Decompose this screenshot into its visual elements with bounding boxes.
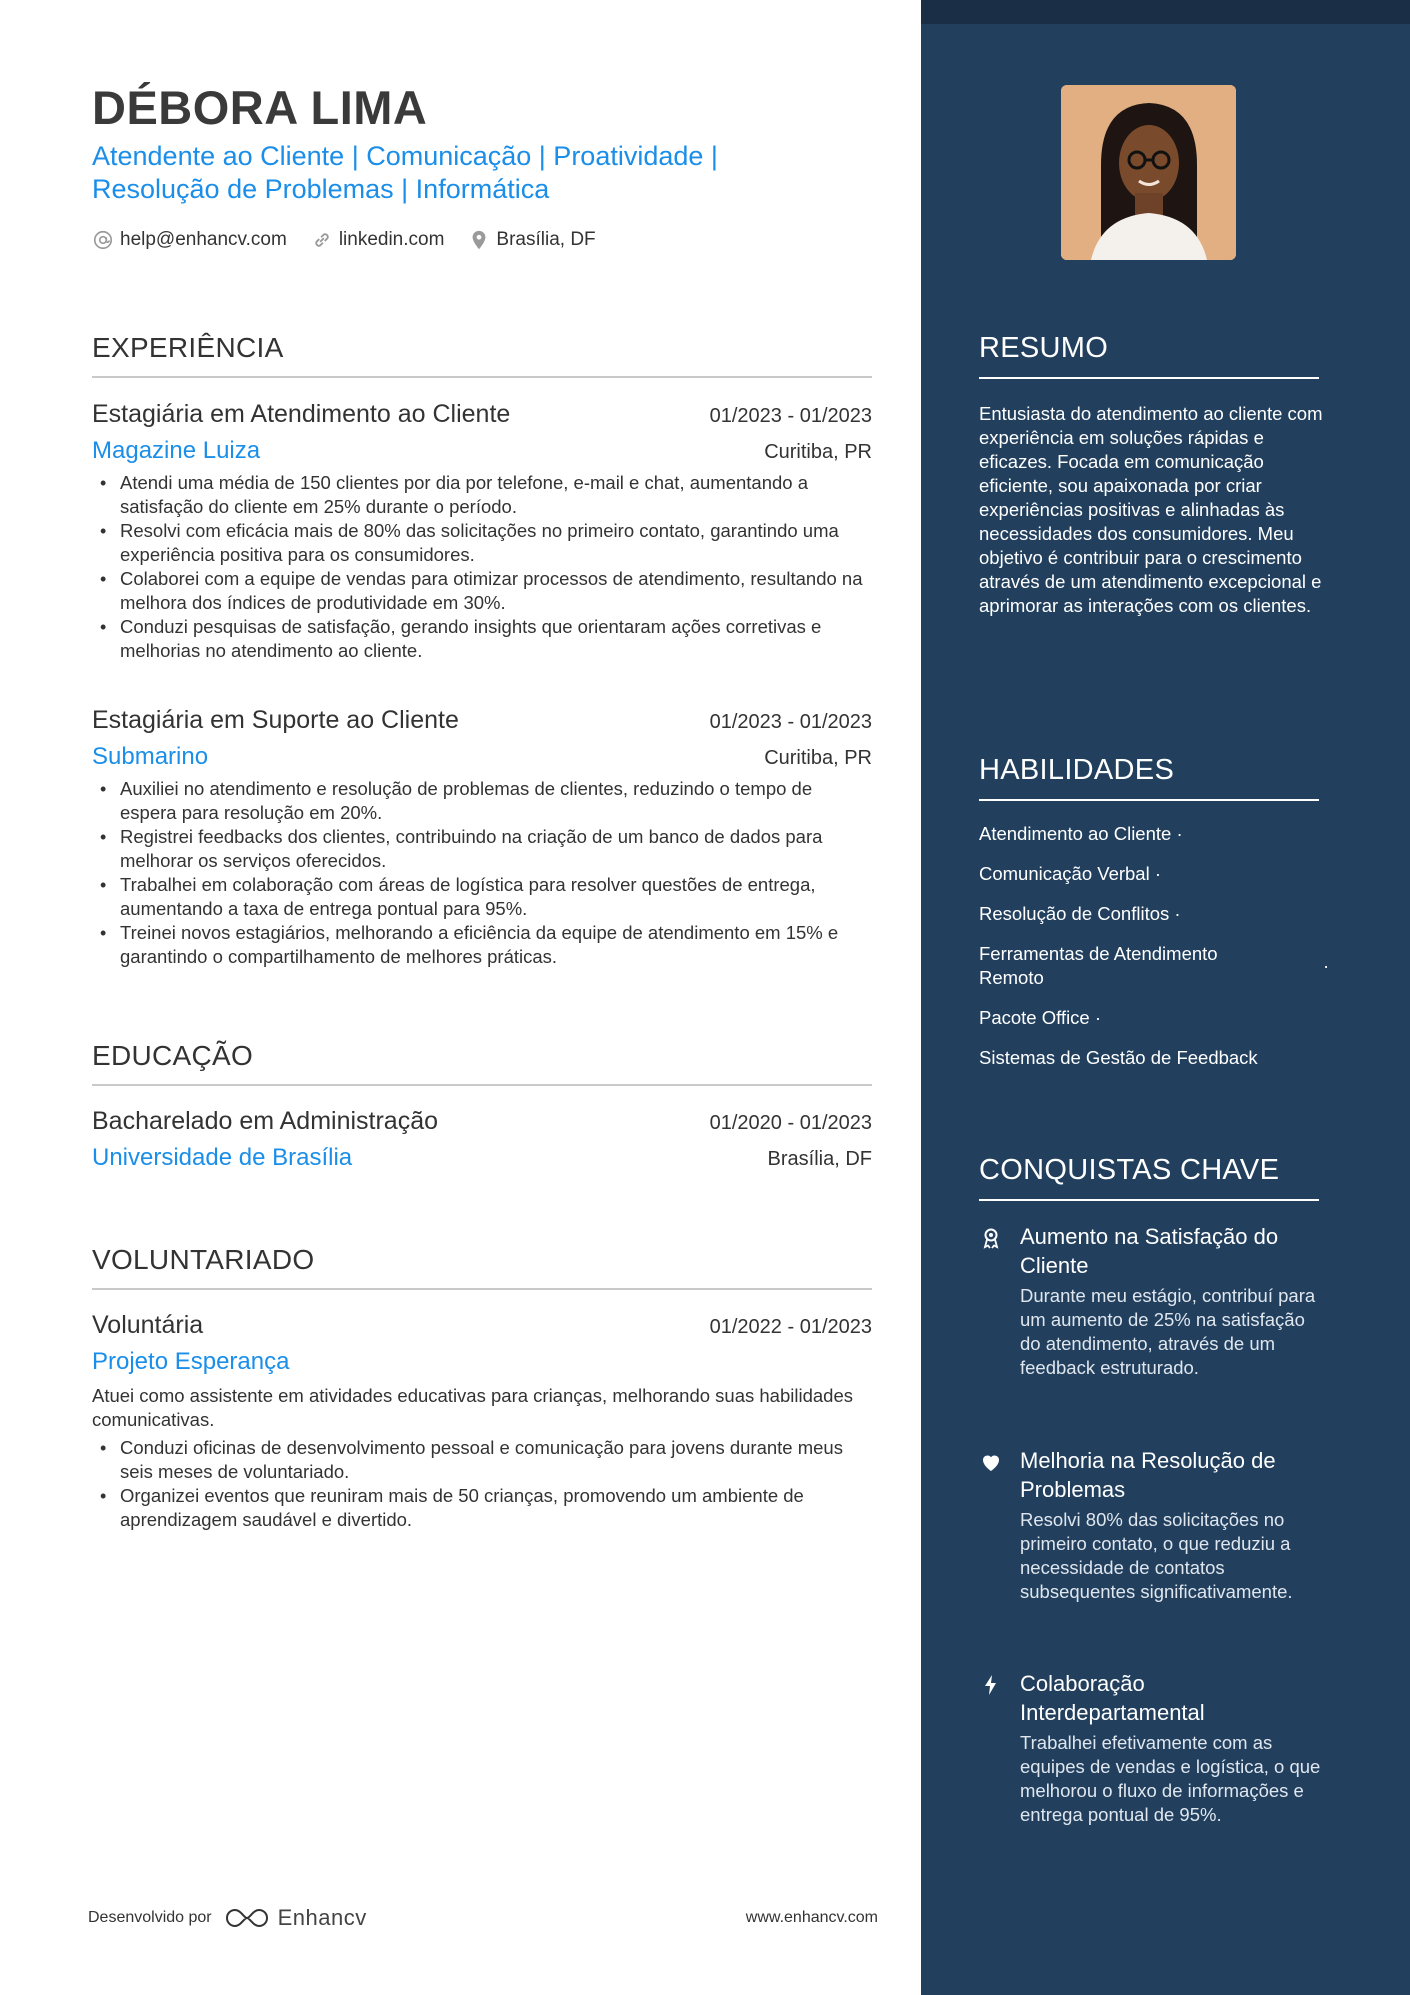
achievement-description: Resolvi 80% das solicitações no primeiro contato, o que reduziu a necessidade de contatos subsequentes significativamente. [1020,1509,1293,1602]
company-name: Submarino [92,743,209,770]
list-item: • Conduzi pesquisas de satisfação, gerando insights que orientaram ações corretivas e melhorias no atendimento ao cliente. [92,615,872,663]
job-location: Curitiba, PR [764,747,872,769]
candidate-name: DÉBORA LIMA [92,81,428,134]
skill-item: Resolução de Conflitos · [979,903,1181,924]
experience-entry [92,706,872,969]
contact-location [468,229,595,251]
summary-text: Entusiasta do atendimento ao cliente com experiência em soluções rápidas e eficazes. Focada em comunicação eficiente, sou apaixonada por criar experiências positivas e alinhadas às necessidades dos consumidores. Meu objetivo é contribuir para o crescimento através de um atendimento excepcional e aprimorar as interações com os clientes. [979,403,1323,616]
list-item: • Conduzi oficinas de desenvolvimento pessoal e comunicação para jovens durante meus seis meses de voluntariado. [92,1436,872,1484]
job-bullets [92,471,872,663]
list-item: • Treinei novos estagiários, melhorando a eficiência da equipe de atendimento em 15% e garantindo o compartilhamento de melhores práticas. [92,921,872,969]
summary-section-title: RESUMO [979,332,1319,379]
powered-by-label: Desenvolvido por [88,1909,212,1926]
sidebar [921,0,1410,1995]
company-name: Magazine Luiza [92,437,261,464]
job-title: Estagiária em Suporte ao Cliente [92,706,459,734]
at-icon [92,229,114,251]
volunteer-role: Voluntária [92,1311,204,1339]
lightning-icon [979,1673,1003,1697]
list-item: • Atendi uma média de 150 clientes por dia por telefone, e-mail e chat, aumentando a satisfação do cliente em 25% durante o período. [92,471,872,519]
job-dates: 01/2023 - 01/2023 [709,405,872,427]
list-item: • Organizei eventos que reuniram mais de 50 crianças, promovendo um ambiente de aprendizagem saudável e divertido. [92,1484,872,1532]
heart-icon [979,1450,1003,1474]
school-name: Universidade de Brasília [92,1144,353,1171]
location-text: Brasília, DF [496,229,596,250]
list-item: • Colaborei com a equipe de vendas para otimizar processos de atendimento, resultando na melhora dos índices de produtividade em 30%. [92,567,872,615]
email-text: help@enhancv.com [120,229,287,250]
skill-label: Sistemas de Gestão de Feedback [979,1047,1258,1068]
enhancv-logo-icon [224,1906,270,1930]
volunteer-org: Projeto Esperança [92,1348,290,1375]
headline: Atendente ao Cliente | Comunicação | Proatividade | Resolução de Problemas | Informática [92,141,718,204]
job-location: Curitiba, PR [764,441,872,463]
volunteer-dates: 01/2022 - 01/2023 [709,1316,872,1338]
enhancv-logo[interactable] [224,1905,367,1931]
job-bullets [92,777,872,969]
achievements-section-title: CONQUISTAS CHAVE [979,1154,1319,1201]
achievement-title: Colaboração Interdepartamental [1020,1671,1205,1725]
skill-item: Comunicação Verbal · [979,863,1162,884]
skill-item: Atendimento ao Cliente · [979,823,1183,844]
sidebar-top-band [921,0,1410,24]
education-dates: 01/2020 - 01/2023 [709,1112,872,1134]
skill-label: Resolução de Conflitos [979,903,1170,924]
volunteer-entry [92,1311,872,1532]
location-pin-icon [468,229,490,251]
list-item: • Resolvi com eficácia mais de 80% das solicitações no primeiro contato, garantindo uma experiência positiva para os consumidores. [92,519,872,567]
experience-section-title: EXPERIÊNCIA [92,332,872,378]
footer [88,1905,878,1931]
link-icon [311,229,333,251]
brand-name: Enhancv [277,1905,367,1930]
profile-photo [1061,85,1236,260]
list-item: • Trabalhei em colaboração com áreas de logística para resolver questões de entrega, aumentando a taxa de entrega pontual para 95%. [92,873,872,921]
contact-linkedin[interactable] [311,229,445,251]
portrait-avatar [1061,85,1236,260]
award-icon [979,1226,1003,1250]
skills-list [979,822,1329,1086]
volunteer-bullets [92,1436,872,1532]
skill-item: Pacote Office · [979,1007,1102,1028]
skill-label: Comunicação Verbal [979,863,1150,884]
volunteer-section-title: VOLUNTARIADO [92,1244,872,1290]
powered-by [88,1905,367,1931]
education-section-title: EDUCAÇÃO [92,1040,872,1086]
skill-item: Ferramentas de Atendimento Remoto · [979,943,1330,988]
skills-section-title: HABILIDADES [979,754,1319,801]
contact-email[interactable] [92,229,287,251]
skill-item [979,1046,1329,1070]
achievement-item [979,1222,1324,1380]
contact-bar [92,229,620,251]
skill-label: Ferramentas de Atendimento Remoto [979,943,1218,988]
job-title: Estagiária em Atendimento ao Cliente [92,400,511,428]
experience-entry [92,400,872,663]
skill-label: Pacote Office [979,1007,1090,1028]
school-location: Brasília, DF [767,1148,872,1170]
achievement-description: Trabalhei efetivamente com as equipes de vendas e logística, o que melhorou o fluxo de informações e entrega pontual de 95%. [1020,1732,1321,1825]
education-entry [92,1107,872,1172]
list-item: • Registrei feedbacks dos clientes, contribuindo na criação de um banco de dados para melhorar os serviços oferecidos. [92,825,872,873]
degree-title: Bacharelado em Administração [92,1107,439,1135]
achievement-title: Melhoria na Resolução de Problemas [1020,1448,1276,1502]
list-item: • Auxiliei no atendimento e resolução de problemas de clientes, reduzindo o tempo de espera para resolução em 20%. [92,777,872,825]
achievement-description: Durante meu estágio, contribuí para um aumento de 25% na satisfação do atendimento, através de um feedback estruturado. [1020,1285,1316,1378]
linkedin-text: linkedin.com [338,229,445,250]
job-dates: 01/2023 - 01/2023 [709,711,872,733]
achievement-item [979,1446,1324,1604]
website-link[interactable]: www.enhancv.com [745,1909,878,1926]
volunteer-description: Atuei como assistente em atividades educativas para crianças, melhorando suas habilidades comunicativas. [92,1385,853,1430]
skill-label: Atendimento ao Cliente [979,823,1172,844]
achievement-item [979,1669,1324,1827]
achievement-title: Aumento na Satisfação do Cliente [1020,1224,1279,1278]
